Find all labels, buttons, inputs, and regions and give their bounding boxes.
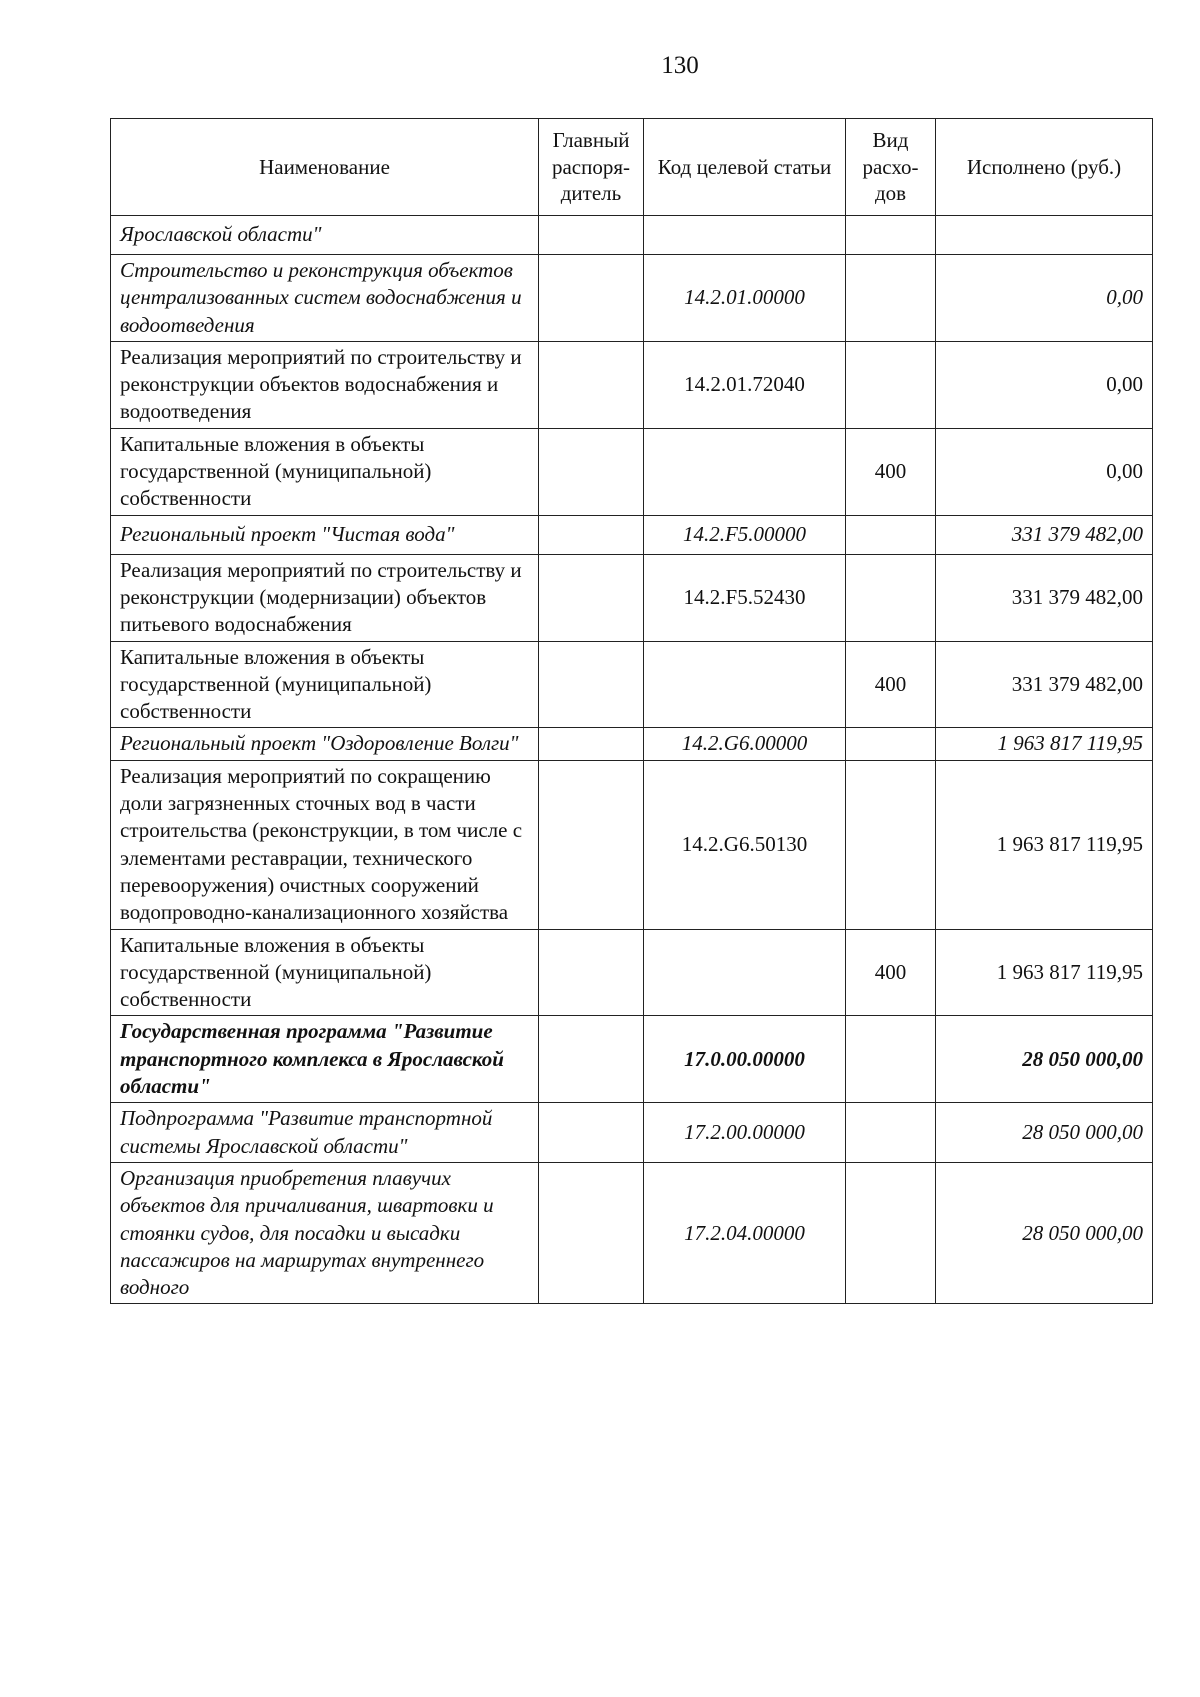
table-row <box>111 1103 1153 1163</box>
table-row <box>111 515 1153 554</box>
row-manager <box>539 515 644 554</box>
header-target-code: Код целевой статьи <box>644 119 846 216</box>
row-code: 14.2.G6.50130 <box>644 760 846 929</box>
row-code: 14.2.01.00000 <box>644 255 846 342</box>
row-kind <box>846 515 936 554</box>
row-code: 14.2.F5.00000 <box>644 515 846 554</box>
row-manager <box>539 1016 644 1103</box>
table-row <box>111 554 1153 641</box>
row-name: Ярославской области" <box>111 216 539 255</box>
row-amount: 1 963 817 119,95 <box>936 728 1153 760</box>
row-amount: 0,00 <box>936 341 1153 428</box>
table-row <box>111 341 1153 428</box>
row-code <box>644 216 846 255</box>
table-row <box>111 255 1153 342</box>
row-code <box>644 929 846 1016</box>
row-kind <box>846 216 936 255</box>
row-code: 17.0.00.00000 <box>644 1016 846 1103</box>
row-manager <box>539 760 644 929</box>
table-row <box>111 216 1153 255</box>
row-name: Региональный проект "Оздоровление Волги" <box>111 728 539 760</box>
row-amount: 28 050 000,00 <box>936 1103 1153 1163</box>
row-code <box>644 428 846 515</box>
row-manager <box>539 728 644 760</box>
row-name: Строительство и реконструкция объектов централизованных систем водоснабжения и водоотведения <box>111 255 539 342</box>
row-amount: 0,00 <box>936 428 1153 515</box>
row-code: 14.2.01.72040 <box>644 341 846 428</box>
header-name: Наименование <box>111 119 539 216</box>
row-name: Региональный проект "Чистая вода" <box>111 515 539 554</box>
row-name: Реализация мероприятий по строительству и реконструкции (модернизации) объектов питьевого водоснабжения <box>111 554 539 641</box>
row-kind <box>846 255 936 342</box>
row-name: Организация приобретения плавучих объектов для причаливания, швартовки и стоянки судов, для посадки и высадки пассажиров на маршрутах внутреннего водного <box>111 1162 539 1303</box>
row-kind <box>846 341 936 428</box>
table-row <box>111 760 1153 929</box>
row-kind <box>846 1016 936 1103</box>
row-amount <box>936 216 1153 255</box>
row-amount: 28 050 000,00 <box>936 1162 1153 1303</box>
row-kind: 400 <box>846 929 936 1016</box>
row-manager <box>539 1103 644 1163</box>
row-manager <box>539 929 644 1016</box>
header-manager: Главный распоря-дитель <box>539 119 644 216</box>
row-code: 17.2.04.00000 <box>644 1162 846 1303</box>
table-row <box>111 929 1153 1016</box>
table-row <box>111 728 1153 760</box>
row-kind: 400 <box>846 641 936 728</box>
row-name: Капитальные вложения в объекты государственной (муниципальной) собственности <box>111 641 539 728</box>
row-amount: 0,00 <box>936 255 1153 342</box>
row-amount: 1 963 817 119,95 <box>936 760 1153 929</box>
row-name: Капитальные вложения в объекты государственной (муниципальной) собственности <box>111 929 539 1016</box>
row-manager <box>539 216 644 255</box>
row-amount: 1 963 817 119,95 <box>936 929 1153 1016</box>
row-kind <box>846 1162 936 1303</box>
table-row <box>111 641 1153 728</box>
row-manager <box>539 1162 644 1303</box>
row-name: Реализация мероприятий по строительству и реконструкции объектов водоснабжения и водоотведения <box>111 341 539 428</box>
row-kind <box>846 1103 936 1163</box>
row-manager <box>539 341 644 428</box>
row-manager <box>539 554 644 641</box>
table-row <box>111 1016 1153 1103</box>
row-kind: 400 <box>846 428 936 515</box>
row-manager <box>539 641 644 728</box>
row-kind <box>846 760 936 929</box>
row-manager <box>539 428 644 515</box>
row-name: Капитальные вложения в объекты государственной (муниципальной) собственности <box>111 428 539 515</box>
row-kind <box>846 728 936 760</box>
row-name: Государственная программа "Развитие транспортного комплекса в Ярославской области" <box>111 1016 539 1103</box>
row-code: 14.2.F5.52430 <box>644 554 846 641</box>
header-expense-kind: Вид расхо-дов <box>846 119 936 216</box>
budget-execution-table <box>110 118 1153 1304</box>
row-code: 17.2.00.00000 <box>644 1103 846 1163</box>
row-code: 14.2.G6.00000 <box>644 728 846 760</box>
row-amount: 28 050 000,00 <box>936 1016 1153 1103</box>
row-kind <box>846 554 936 641</box>
row-name: Реализация мероприятий по сокращению доли загрязненных сточных вод в части строительства (реконструкции, в том числе с элементами реставрации, технического перевооружения) очистных сооружений водопроводно-канализационного хозяйства <box>111 760 539 929</box>
row-amount: 331 379 482,00 <box>936 641 1153 728</box>
row-amount: 331 379 482,00 <box>936 554 1153 641</box>
table-row <box>111 428 1153 515</box>
table-row <box>111 1162 1153 1303</box>
row-amount: 331 379 482,00 <box>936 515 1153 554</box>
row-code <box>644 641 846 728</box>
row-manager <box>539 255 644 342</box>
page-number: 130 <box>661 52 699 79</box>
header-executed: Исполнено (руб.) <box>936 119 1153 216</box>
row-name: Подпрограмма "Развитие транспортной системы Ярославской области" <box>111 1103 539 1163</box>
table-header-row <box>111 119 1153 216</box>
